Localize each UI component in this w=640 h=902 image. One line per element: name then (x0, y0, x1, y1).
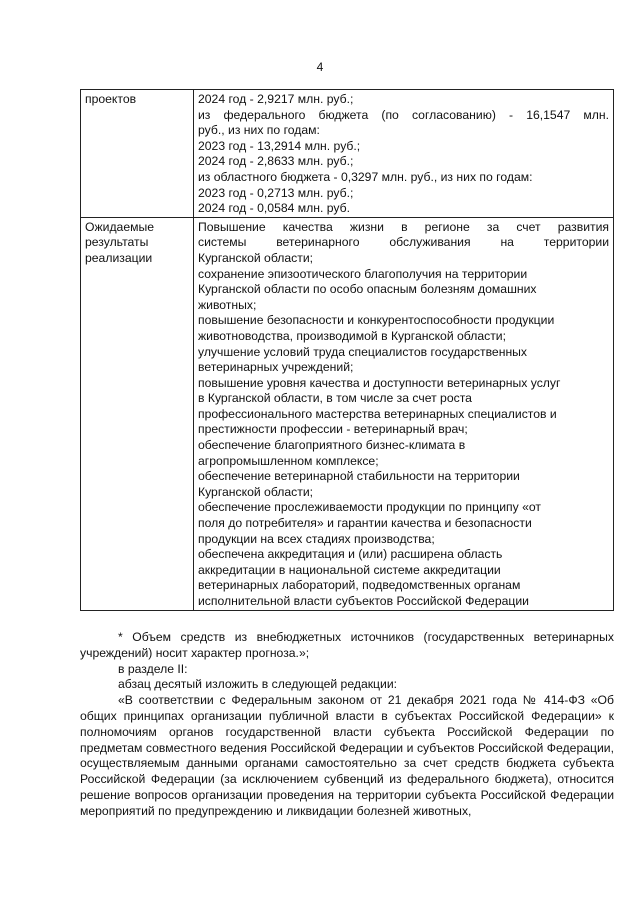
result-line: системы ветеринарного обслуживания на территории (198, 235, 609, 250)
result-line: улучшение условий труда специалистов государственных (198, 344, 528, 359)
amendment-instruction: абзац десятый изложить в следующей редакции: (118, 677, 398, 692)
financing-line: из федерального бюджета (по согласованию) - 16,1547 млн. (198, 107, 609, 122)
body-text (80, 630, 614, 820)
result-line: агропромышленном комплексе; (198, 453, 379, 468)
financing-line: 2024 год - 2,9217 млн. руб.; (198, 92, 354, 106)
result-line: поля до потребителя» и гарантии качества и безопасности (198, 516, 532, 531)
label-line: результаты (85, 235, 149, 250)
result-line: животноводства, производимой в Курганской области; (198, 328, 506, 343)
expected-results-values (194, 217, 614, 610)
row-label-projects: проектов (81, 90, 194, 218)
result-line: повышение безопасности и конкурентоспособности продукции (198, 313, 555, 328)
result-line: обеспечение ветеринарной стабильности на территории (198, 469, 520, 484)
page-number: 4 (316, 60, 324, 74)
result-line: обеспечение прослеживаемости продукции по принципу «от (198, 500, 542, 515)
financing-line: 2023 год - 13,2914 млн. руб.; (198, 138, 361, 153)
result-line: аккредитации в национальной системе аккредитации (198, 562, 501, 577)
result-line: ветеринарных лабораторий, подведомственных органам (198, 578, 521, 593)
result-line: ветеринарных учреждений; (198, 360, 354, 375)
result-line: повышение уровня качества и доступности ветеринарных услуг (198, 375, 561, 390)
label-line: Ожидаемые (85, 219, 155, 234)
table-row-expected-results (81, 217, 614, 610)
financing-values (194, 90, 614, 218)
quoted-paragraph: «В соответствии с Федеральным законом от 21 декабря 2021 года № 414-ФЗ «Об общих принципах организации публичной власти в субъектах Российской Федерации» к полномочиям органов государственной власти субъекта Российской Федерации по предметам совместного ведения Российской Федерации и субъектов Российской Федерации, осуществляемым данными органами самостоятельно за счет средств бюджета субъекта Российской Федерации (за исключением субвенций из федерального бюджета), относится решение вопросов организации проведения на территории субъекта Российской Федерации мероприятий по предупреждению и ликвидации болезней животных, (80, 693, 614, 818)
section-reference: в разделе II: (118, 661, 188, 676)
financing-line: из областного бюджета - 0,3297 млн. руб., из них по годам: (198, 169, 533, 184)
label-line: реализации (85, 250, 153, 265)
result-line: обеспечение благоприятного бизнес-климата в (198, 438, 466, 453)
financing-line: 2024 год - 0,0584 млн. руб. (198, 201, 351, 216)
footnote: * Объем средств из внебюджетных источников (государственных ветеринарных учреждений) носит характер прогноза.»; (80, 630, 614, 660)
result-line: исполнительной власти субъектов Российской Федерации (198, 594, 529, 608)
result-line: профессионального мастерства ветеринарных специалистов и (198, 406, 557, 421)
table-row-financing (81, 90, 614, 218)
result-line: в Курганской области, в том числе за счет роста (198, 391, 472, 406)
result-line: сохранение эпизоотического благополучия на территории (198, 266, 528, 281)
row-label-expected-results (81, 217, 194, 610)
result-line: обеспечена аккредитация и (или) расширена область (198, 547, 503, 562)
result-line: Курганской области; (198, 484, 314, 499)
financing-line: 2023 год - 0,2713 млн. руб.; (198, 185, 354, 200)
result-line: Курганской области; (198, 250, 314, 265)
result-line: престижности профессии - ветеринарный врач; (198, 422, 468, 437)
program-passport-table (80, 89, 614, 611)
result-line: животных; (198, 297, 257, 312)
result-line: Курганской области по особо опасным болезням домашних (198, 282, 537, 297)
financing-line: руб., из них по годам: (198, 123, 320, 138)
financing-line: 2024 год - 2,8633 млн. руб.; (198, 154, 354, 169)
result-line: продукции на всех стадиях производства; (198, 531, 435, 546)
result-line: Повышение качества жизни в регионе за счет развития (198, 219, 609, 234)
